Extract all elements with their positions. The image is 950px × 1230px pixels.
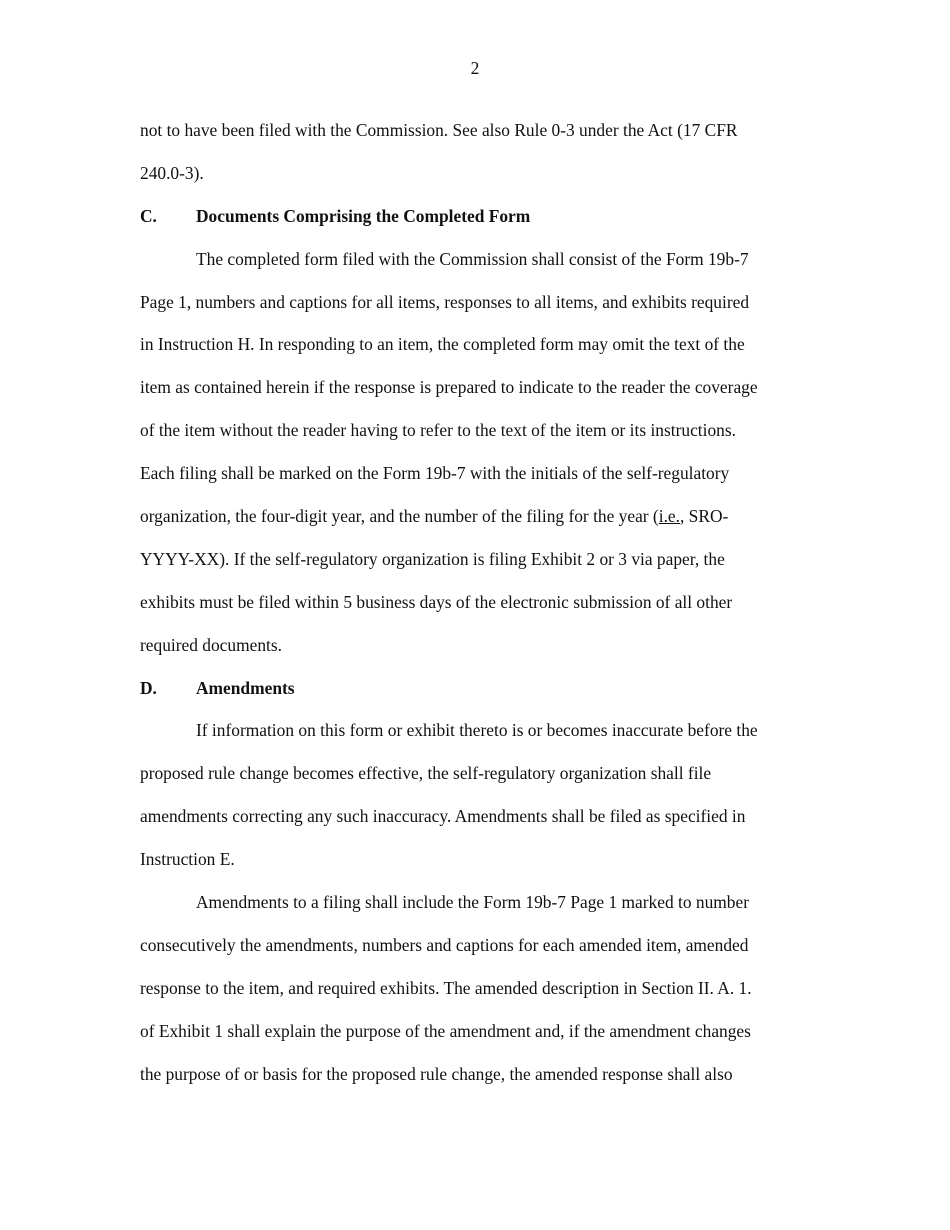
text-line: Instruction E.	[140, 849, 235, 870]
text-line: the purpose of or basis for the proposed rule change, the amended response shall also	[140, 1063, 733, 1084]
text-line: proposed rule change becomes effective, the self-regulatory organization shall file	[140, 763, 712, 784]
text-line: response to the item, and required exhibits. The amended description in Section II. A. 1.	[140, 977, 752, 998]
text-line: Amendments to a filing shall include the Form 19b-7 Page 1 marked to number	[196, 892, 750, 913]
text-line: 240.0-3).	[140, 162, 204, 183]
text-line: Page 1, numbers and captions for all items, responses to all items, and exhibits required	[140, 291, 750, 312]
text-fragment: , SRO-	[679, 506, 729, 527]
section-letter: D.	[140, 677, 157, 698]
section-title: Amendments	[196, 677, 295, 698]
text-line: exhibits must be filed within 5 business days of the electronic submission of all other	[140, 591, 733, 612]
text-line: If information on this form or exhibit thereto is or becomes inaccurate before the	[196, 720, 758, 741]
text-line: not to have been filed with the Commission. See also Rule 0-3 under the Act (17 CFR	[140, 120, 738, 140]
section-title: Documents Comprising the Completed Form	[196, 205, 531, 226]
text-line: amendments correcting any such inaccuracy. Amendments shall be filed as specified in	[140, 806, 746, 827]
text-line: The completed form filed with the Commission shall consist of the Form 19b-7	[196, 248, 749, 269]
section-letter: C.	[140, 205, 157, 226]
page-number: 2	[470, 58, 480, 78]
text-line: in Instruction H. In responding to an item, the completed form may omit the text of the	[140, 334, 745, 355]
text-line: of the item without the reader having to refer to the text of the item or its instructions.	[140, 420, 736, 441]
text-line: of Exhibit 1 shall explain the purpose of the amendment and, if the amendment changes	[140, 1020, 751, 1041]
ie-abbreviation: i.e.	[658, 506, 680, 527]
text-line	[140, 503, 812, 546]
section-c-heading	[140, 203, 812, 246]
text-line: consecutively the amendments, numbers and captions for each amended item, amended	[140, 934, 749, 955]
text-fragment: organization, the four-digit year, and the number of the filing for the year (	[140, 506, 659, 527]
text-line: YYYY-XX). If the self-regulatory organization is filing Exhibit 2 or 3 via paper, the	[140, 548, 725, 569]
text-line: item as contained herein if the response is prepared to indicate to the reader the coverage	[140, 377, 758, 398]
text-line: required documents.	[140, 634, 282, 655]
text-line: Each filing shall be marked on the Form 19b-7 with the initials of the self-regulatory	[140, 463, 730, 484]
document-body	[140, 117, 812, 1103]
section-d-heading	[140, 675, 812, 718]
